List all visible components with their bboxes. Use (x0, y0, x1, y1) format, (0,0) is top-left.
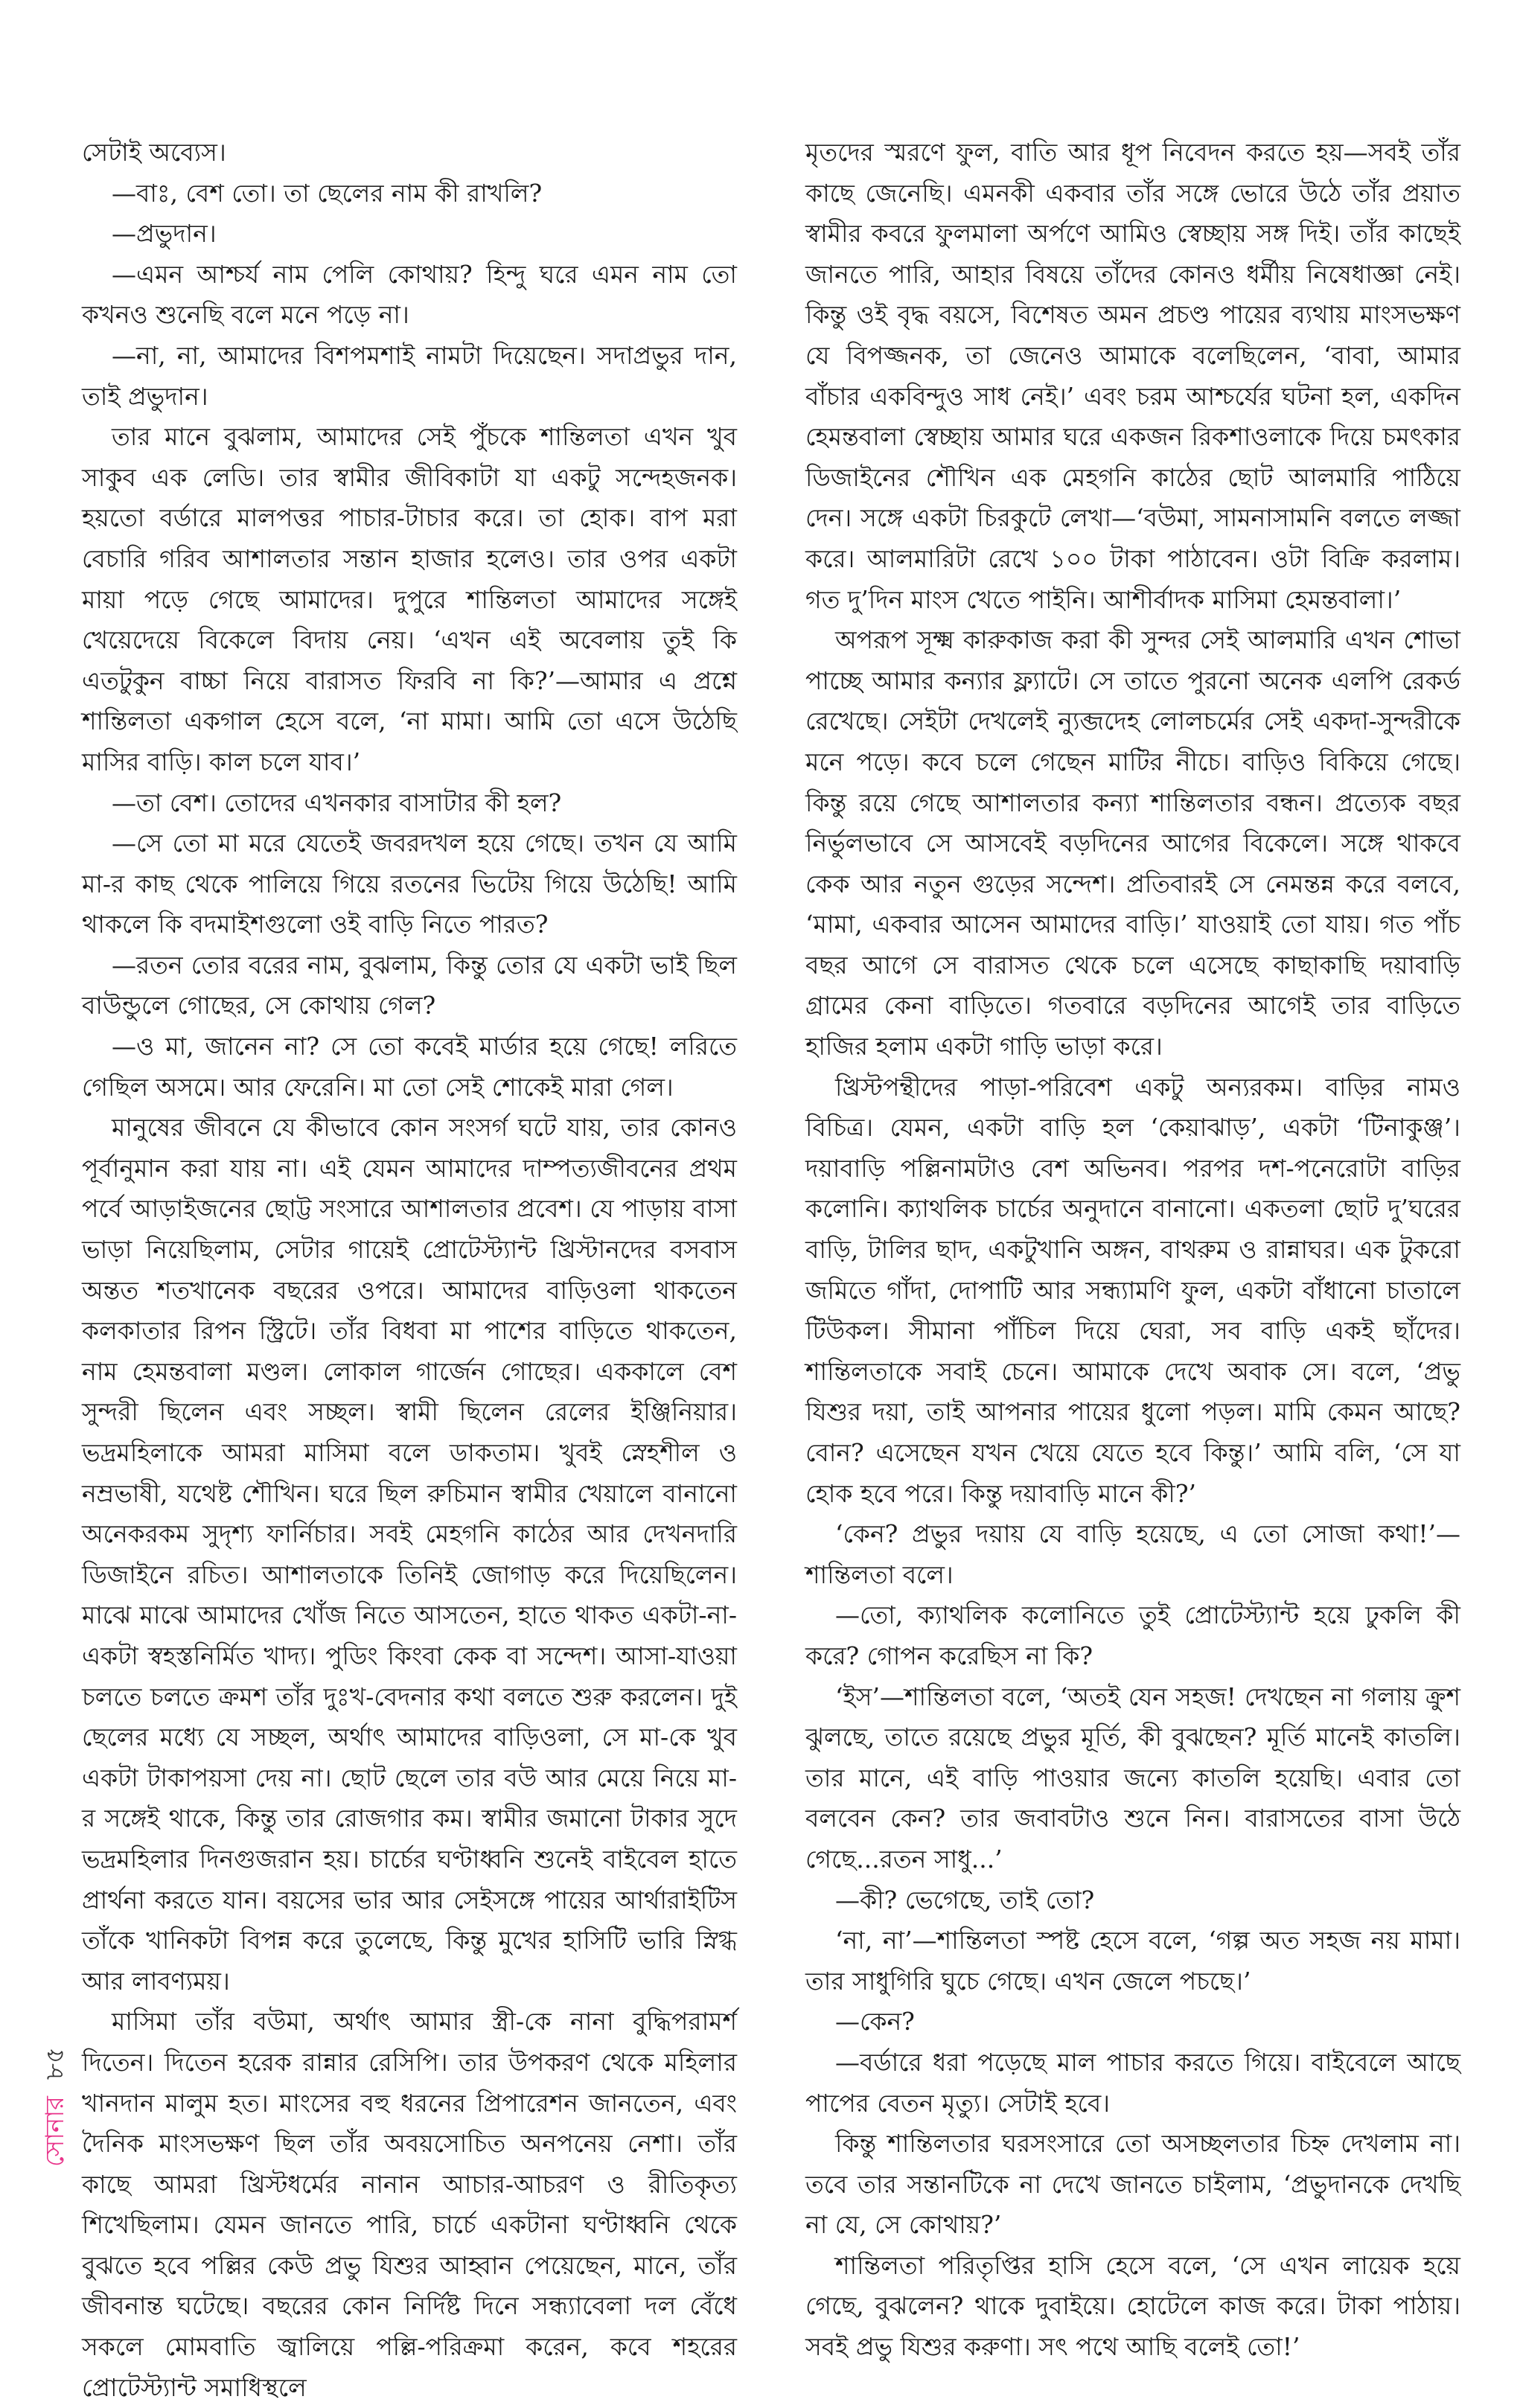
page-number: ৮৫ (40, 2046, 71, 2080)
paragraph: —কেন? (835, 2007, 915, 2037)
paragraph: শান্তিলতা পরিতৃপ্তির হাসি হেসে বলে, ‘সে এখন লায়েক হয়ে গেছে, বুঝলেন? থাকে দুবাইয়ে। হোটেলে কাজ করে। টাকা পাঠায়। সবই প্রভু যিশুর করুণা। সৎ পথে আছি বলেই তো!’ (805, 2250, 1460, 2362)
paragraph: খ্রিস্টপন্থীদের পাড়া-পরিবেশ একটু অন্যরকম। বাড়ির নামও বিচিত্র। যেমন, একটা বাড়ি হল ‘কেয়াঝাড়’, একটা ‘টিনাকুঞ্জ’। দয়াবাড়ি পল্লিনামটাও বেশ অভিনব। পরপর দশ-পনেরোটা বাড়ির কলোনি। ক্যাথলিক চার্চের অনুদানে বানানো। একতলা ছোট দু’ঘরের বাড়ি, টালির ছাদ, একটুখানি অঙ্গন, বাথরুম ও রান্নাঘর। এক টুকরো জমিতে গাঁদা, দোপাটি আর সন্ধ্যামণি ফুল, একটা বাঁধানো চাতালে টিউকল। সীমানা পাঁচিল দিয়ে ঘেরা, সব বাড়ি একই ছাঁদের। শান্তিলতাকে সবাই চেনে। আমাকে দেখে অবাক সে। বলে, ‘প্রভু যিশুর দয়া, তাই আপনার পায়ের ধুলো পড়ল। মামি কেমন আছে? বোন? এসেছেন যখন খেয়ে যেতে হবে কিন্তু।’ আমি বলি, ‘সে যা হোক হবে পরে। কিন্তু দয়াবাড়ি মানে কী?’ (805, 1072, 1460, 1508)
paragraph: কিন্তু শান্তিলতার ঘরসংসারে তো অসচ্ছলতার চিহ্ন দেখলাম না। তবে তার সন্তানটিকে না দেখে জানতে চাইলাম, ‘প্রভুদানকে দেখছি না যে, সে কোথায়?’ (805, 2129, 1460, 2240)
paragraph: ‘ইস’—শান্তিলতা বলে, ‘অতই যেন সহজ! দেখছেন না গলায় ক্রুশ ঝুলছে, তাতে রয়েছে প্রভুর মূর্তি, কী বুঝছেন? মূর্তি মানেই কাতলি। তার মানে, এই বাড়ি পাওয়ার জন্যে কাতলি হয়েছি। এবার তো বলবেন কেন? তার জবাবটাও শুনে নিন। বারাসতের বাসা উঠে গেছে...রতন সাধু...’ (805, 1682, 1460, 1874)
paragraph: —সে তো মা মরে যেতেই জবরদখল হয়ে গেছে। তখন যে আমি মা-র কাছ থেকে পালিয়ে গিয়ে রতনের ভিটেয় গিয়ে উঠেছি! আমি থাকলে কি বদমাইশগুলো ওই বাড়ি নিতে পারত? (82, 828, 737, 939)
paragraph: ‘না, না’—শান্তিলতা স্পষ্ট হেসে বলে, ‘গল্প অত সহজ নয় মামা। তার সাধুগিরি ঘুচে গেছে। এখন জেলে পচছে।’ (805, 1926, 1460, 1996)
paragraph: —বাঃ, বেশ তো। তা ছেলের নাম কী রাখলি? (112, 178, 543, 208)
paragraph: —এমন আশ্চর্য নাম পেলি কোথায়? হিন্দু ঘরে এমন নাম তো কখনও শুনেছি বলে মনে পড়ে না। (82, 259, 737, 330)
paragraph: মৃতদের স্মরণে ফুল, বাতি আর ধূপ নিবেদন করতে হয়—সবই তাঁর কাছে জেনেছি। এমনকী একবার তাঁর সঙ্গে ভোরে উঠে তাঁর প্রয়াত স্বামীর কবরে ফুলমালা অর্পণে আমিও স্বেচ্ছায় সঙ্গ দিই। তাঁর কাছেই জানতে পারি, আহার বিষয়ে তাঁদের কোনও ধর্মীয় নিষেধাজ্ঞা নেই। কিন্তু ওই বৃদ্ধ বয়সে, বিশেষত অমন প্রচণ্ড পায়ের ব্যথায় মাংসভক্ষণ যে বিপজ্জনক, তা জেনেও আমাকে বলেছিলেন, ‘বাবা, আমার বাঁচার একবিন্দুও সাধ নেই।’ এবং চরম আশ্চর্যের ঘটনা হল, একদিন হেমন্তবালা স্বেচ্ছায় আমার ঘরে একজন রিকশাওলাকে দিয়ে চমৎকার ডিজাইনের শৌখিন এক মেহগনি কাঠের ছোট আলমারি পাঠিয়ে দেন। সঙ্গে একটা চিরকুটে লেখা—‘বউমা, সামনাসামনি বলতে লজ্জা করে। আলমারিটা রেখে ১০০ টাকা পাঠাবেন। ওটা বিক্রি করলাম। গত দু’দিন মাংস খেতে পাইনি। আশীর্বাদক মাসিমা হেমন্তবালা।’ (805, 138, 1460, 614)
paragraph: —প্রভুদান। (112, 219, 217, 249)
paragraph: তার মানে বুঝলাম, আমাদের সেই পুঁচকে শান্তিলতা এখন খুব সাকুব এক লেডি। তার স্বামীর জীবিকাটা যা একটু সন্দেহজনক। হয়তো বর্ডারে মালপত্তর পাচার-টাচার করে। তা হোক। বাপ মরা বেচারি গরিব আশালতার সন্তান হাজার হলেও। তার ওপর একটা মায়া পড়ে গেছে আমাদের। দুপুরে শান্তিলতা আমাদের সঙ্গেই খেয়েদেয়ে বিকেলে বিদায় নেয়। ‘এখন এই অবেলায় তুই কি এতটুকুন বাচ্চা নিয়ে বারাসত ফিরবি না কি?’—আমার এ প্রশ্নে শান্তিলতা একগাল হেসে বলে, ‘না মামা। আমি তো এসে উঠেছি মাসির বাড়ি। কাল চলে যাব।’ (82, 422, 737, 776)
paragraph: সেটাই অব্যেস। (82, 138, 226, 167)
paragraph: —বর্ডারে ধরা পড়েছে মাল পাচার করতে গিয়ে। বাইবেলে আছে পাপের বেতন মৃত্যু। সেটাই হবে। (805, 2047, 1460, 2118)
paragraph: ‘কেন? প্রভুর দয়ায় যে বাড়ি হয়েছে, এ তো সোজা কথা!’—শান্তিলতা বলে। (805, 1519, 1460, 1589)
paragraph: অপরূপ সূক্ষ্ম কারুকাজ করা কী সুন্দর সেই আলমারি এখন শোভা পাচ্ছে আমার কন্যার ফ্ল্যাটে। সে তাতে পুরনো অনেক এলপি রেকর্ড রেখেছে। সেইটা দেখলেই ন্যুব্জদেহ লোলচর্মের সেই একদা-সুন্দরীকে মনে পড়ে। কবে চলে গেছেন মাটির নীচে। বাড়িও বিকিয়ে গেছে। কিন্তু রয়ে গেছে আশালতার কন্যা শান্তিলতার বন্ধন। প্রত্যেক বছর নির্ভুলভাবে সে আসবেই বড়দিনের আগের বিকেলে। সঙ্গে থাকবে কেক আর নতুন গুড়ের সন্দেশ। প্রতিবারই সে নেমন্তন্ন করে বলবে, ‘মামা, একবার আসেন আমাদের বাড়ি।’ যাওয়াই তো যায়। গত পাঁচ বছর আগে সে বারাসত থেকে চলে এসেছে কাছাকাছি দয়াবাড়ি গ্রামের কেনা বাড়িতে। গতবারে বড়দিনের আগেই তার বাড়িতে হাজির হলাম একটা গাড়ি ভাড়া করে। (805, 625, 1460, 1061)
paragraph: —তা বেশ। তোদের এখনকার বাসাটার কী হল? (112, 788, 562, 817)
paragraph: —না, না, আমাদের বিশপমশাই নামটা দিয়েছেন। সদাপ্রভুর দান, তাই প্রভুদান। (82, 340, 737, 411)
magazine-name: সোনার (40, 2095, 71, 2167)
paragraph: মানুষের জীবনে যে কীভাবে কোন সংসর্গ ঘটে যায়, তার কোনও পূর্বানুমান করা যায় না। এই যেমন আমাদের দাম্পত্যজীবনের প্রথম পর্বে আড়াইজনের ছোট্ট সংসারে আশালতার প্রবেশ। যে পাড়ায় বাসা ভাড়া নিয়েছিলাম, সেটার গায়েই প্রোটেস্ট্যান্ট খ্রিস্টানদের বসবাস অন্তত শতখানেক বছরের ওপরে। আমাদের বাড়িওলা থাকতেন কলকাতার রিপন স্ট্রিটে। তাঁর বিধবা মা পাশের বাড়িতে থাকতেন, নাম হেমন্তবালা মণ্ডল। লোকাল গার্জেন গোছের। এককালে বেশ সুন্দরী ছিলেন এবং সচ্ছল। স্বামী ছিলেন রেলের ইঞ্জিনিয়ার। ভদ্রমহিলাকে আমরা মাসিমা বলে ডাকতাম। খুবই স্নেহশীল ও নম্রভাষী, যথেষ্ট শৌখিন। ঘরে ছিল রুচিমান স্বামীর খেয়ালে বানানো অনেকরকম সুদৃশ্য ফার্নিচার। সবই মেহগনি কাঠের আর দেখনদারি ডিজাইনে রচিত। আশালতাকে তিনিই জোগাড় করে দিয়েছিলেন। মাঝে মাঝে আমাদের খোঁজ নিতে আসতেন, হাতে থাকত একটা-না-একটা স্বহস্তনির্মিত খাদ্য। পুডিং কিংবা কেক বা সন্দেশ। আসা-যাওয়া চলতে চলতে ক্রমশ তাঁর দুঃখ-বেদনার কথা বলতে শুরু করলেন। দুই ছেলের মধ্যে যে সচ্ছল, অর্থাৎ আমাদের বাড়িওলা, সে মা-কে খুব একটা টাকাপয়সা দেয় না। ছোট ছেলে তার বউ আর মেয়ে নিয়ে মা-র সঙ্গেই থাকে, কিন্তু তার রোজগার কম। স্বামীর জমানো টাকার সুদে ভদ্রমহিলার দিনগুজরান হয়। চার্চের ঘণ্টাধ্বনি শুনেই বাইবেল হাতে প্রার্থনা করতে যান। বয়সের ভার আর সেইসঙ্গে পায়ের আর্থারাইটিস তাঁকে খানিকটা বিপন্ন করে তুলেছে, কিন্তু মুখের হাসিটি ভারি স্নিগ্ধ আর লাবণ্যময়। (82, 1113, 737, 1996)
paragraph: —রতন তোর বরের নাম, বুঝলাম, কিন্তু তোর যে একটা ভাই ছিল বাউন্ডুলে গোছের, সে কোথায় গেল? (82, 950, 737, 1021)
page-folio (39, 2017, 76, 2196)
right-column (805, 132, 1460, 2368)
paragraph: মাসিমা তাঁর বউমা, অর্থাৎ আমার স্ত্রী-কে নানা বুদ্ধিপরামর্শ দিতেন। দিতেন হরেক রান্নার রেসিপি। তার উপকরণ থেকে মহিলার খানদান মালুম হত। মাংসের বহু ধরনের প্রিপারেশন জানতেন, এবং দৈনিক মাংসভক্ষণ ছিল তাঁর অবয়সোচিত অনপনেয় নেশা। তাঁর কাছে আমরা খ্রিস্টধর্মের নানান আচার-আচরণ ও রীতিকৃত্য শিখেছিলাম। যেমন জানতে পারি, চার্চে একটানা ঘণ্টাধ্বনি থেকে বুঝতে হবে পল্লির কেউ প্রভু যিশুর আহ্বান পেয়েছেন, মানে, তাঁর জীবনান্ত ঘটেছে। বছরের কোন নির্দিষ্ট দিনে সন্ধ্যাবেলা দল বেঁধে সকলে মোমবাতি জ্বালিয়ে পল্লি-পরিক্রমা করেন, কবে শহরের প্রোটেস্ট্যান্ট সমাধিস্থলে (82, 2007, 737, 2402)
left-column (82, 132, 737, 2408)
paragraph: —ও মা, জানেন না? সে তো কবেই মার্ডার হয়ে গেছে! লরিতে গেছিল অসমে। আর ফেরেনি। মা তো সেই শোকেই মারা গেল। (82, 1032, 737, 1102)
paragraph: —তো, ক্যাথলিক কলোনিতে তুই প্রোটেস্ট্যান্ট হয়ে ঢুকলি কী করে? গোপন করেছিস না কি? (805, 1600, 1460, 1670)
paragraph: —কী? ভেগেছে, তাই তো? (835, 1885, 1095, 1914)
